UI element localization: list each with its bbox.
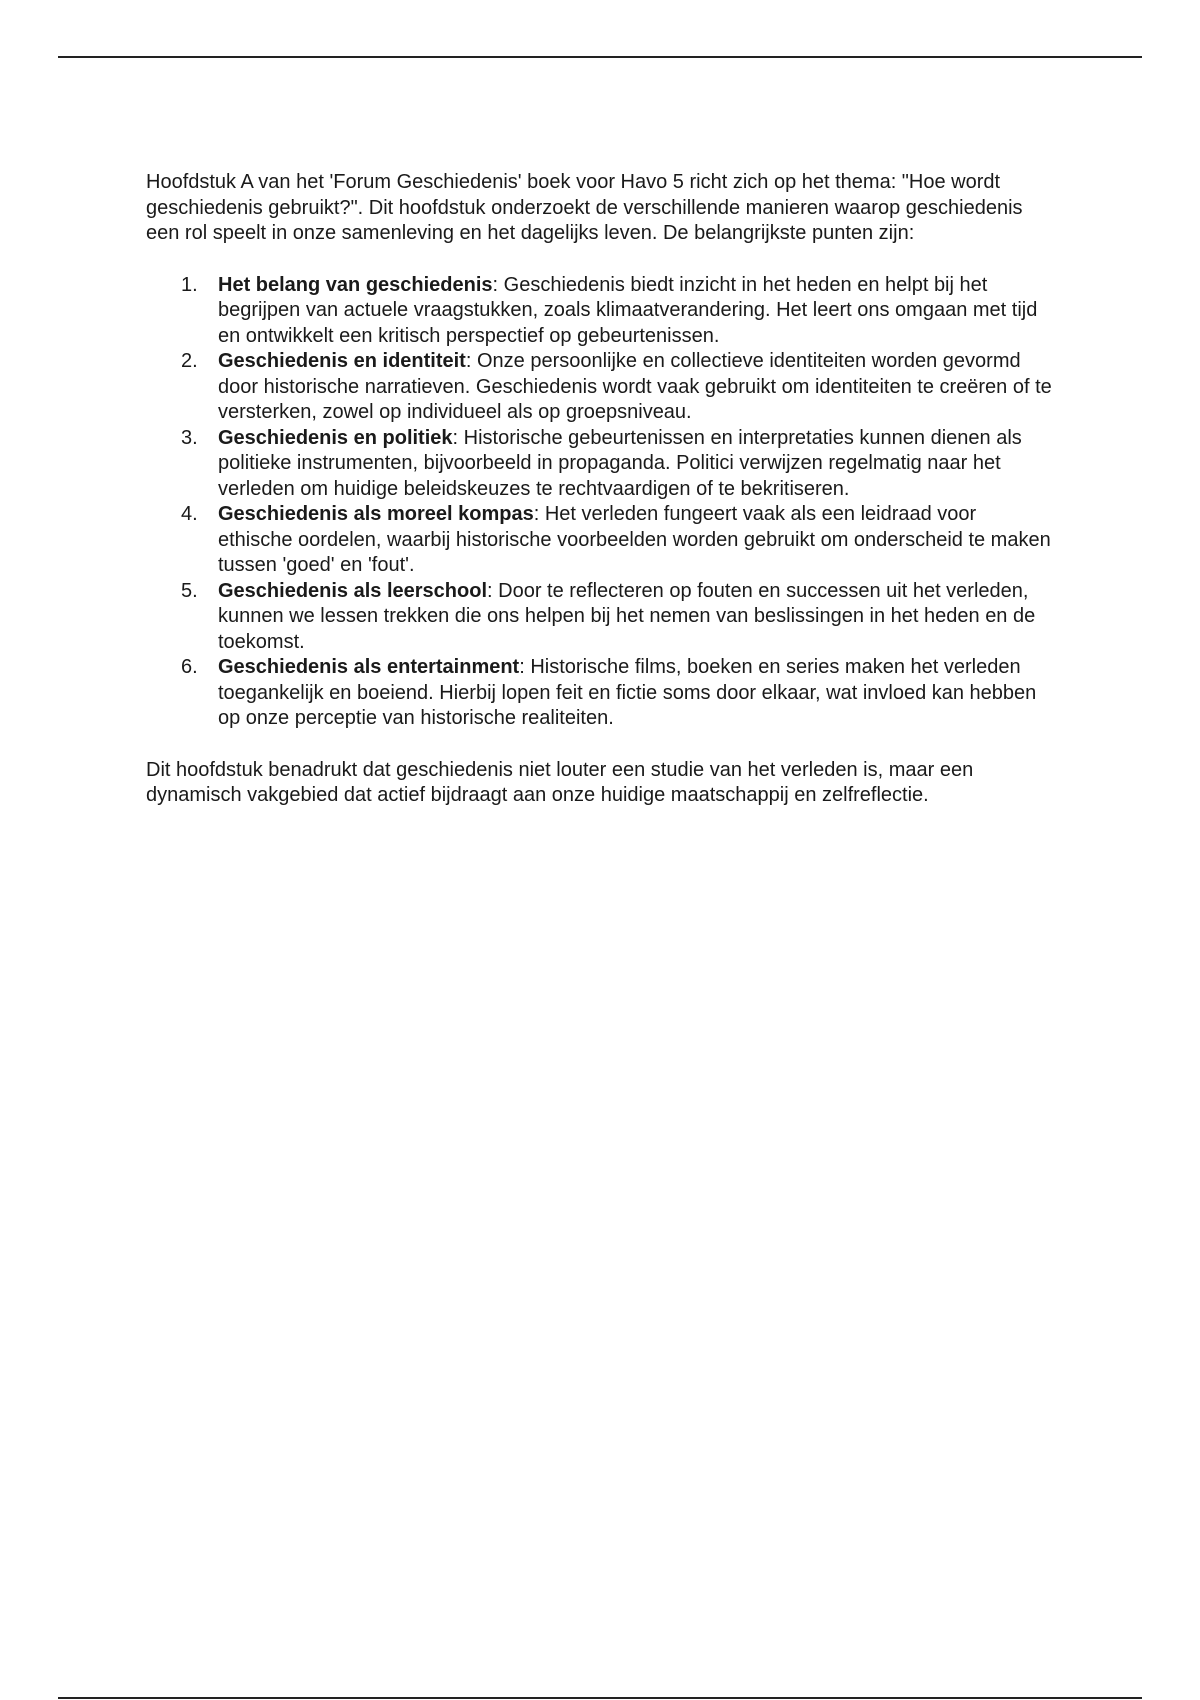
list-item-text: : Het verleden fungeert vaak als een leidraad voor ethische oordelen, waarbij historische voorbeelden worden gebruikt om onderscheid te maken tussen 'goed' en 'fout'. <box>218 503 1051 576</box>
list-item <box>146 655 1056 732</box>
list-item-text: : Door te reflecteren op fouten en successen uit het verleden, kunnen we lessen trekken die ons helpen bij het nemen van beslissingen in het heden en de toekomst. <box>218 579 1036 653</box>
list-item-term: Geschiedenis en identiteit <box>218 350 466 372</box>
header-rule <box>58 56 1142 58</box>
list-item-text: : Historische films, boeken en series maken het verleden toegankelijk en boeiend. Hierbij lopen feit en fictie soms door elkaar, wat invloed kan hebben op onze perceptie van historische realiteiten. <box>218 656 1037 729</box>
conclusion-paragraph: Dit hoofdstuk benadrukt dat geschiedenis niet louter een studie van het verleden is, maar een dynamisch vakgebied dat actief bijdraagt aan onze huidige maatschappij en zelfreflectie. <box>146 758 974 806</box>
list-item-text: : Onze persoonlijke en collectieve identiteiten worden gevormd door historische narratieven. Geschiedenis wordt vaak gebruikt om identiteiten te creëren of te versterken, zowel op individueel als op groepsniveau. <box>218 350 1052 423</box>
list-item-term: Geschiedenis en politiek <box>218 426 453 449</box>
list-item-text: : Geschiedenis biedt inzicht in het heden en helpt bij het begrijpen van actuele vraagstukken, zoals klimaatverandering. Het leert ons omgaan met tijd en ontwikkelt een kritisch perspectief op gebeurtenissen. <box>218 273 1038 347</box>
list-item-term: Het belang van geschiedenis <box>218 273 493 296</box>
intro-paragraph: Hoofdstuk A van het 'Forum Geschiedenis' boek voor Havo 5 richt zich op het thema: "Hoe wordt geschiedenis gebruikt?". Dit hoofdstuk onderzoekt de verschillende manieren waarop geschiedenis een rol speelt in onze samenleving en het dagelijks leven. De belangrijkste punten zijn: <box>146 171 1023 244</box>
key-points-list <box>146 273 1056 732</box>
list-item <box>146 273 1056 350</box>
list-item-number: 3. <box>181 426 198 449</box>
list-item <box>146 349 1056 426</box>
list-item <box>146 426 1056 503</box>
list-item-number: 2. <box>181 350 198 372</box>
list-item-term: Geschiedenis als moreel kompas <box>218 503 534 525</box>
list-item-number: 4. <box>181 503 198 525</box>
list-item-text: : Historische gebeurtenissen en interpretaties kunnen dienen als politieke instrumenten, bijvoorbeeld in propaganda. Politici verwijzen regelmatig naar het verleden om huidige beleidskeuzes te rechtvaardigen of te bekritiseren. <box>218 426 1022 500</box>
list-item-number: 1. <box>181 273 198 296</box>
list-item <box>146 579 1056 656</box>
list-item-term: Geschiedenis als leerschool <box>218 579 488 602</box>
list-item <box>146 502 1056 579</box>
footer-rule <box>58 1697 1142 1699</box>
list-item-number: 5. <box>181 579 198 602</box>
list-item-term: Geschiedenis als entertainment <box>218 656 520 678</box>
list-item-number: 6. <box>181 656 198 678</box>
document-body <box>146 170 1056 809</box>
